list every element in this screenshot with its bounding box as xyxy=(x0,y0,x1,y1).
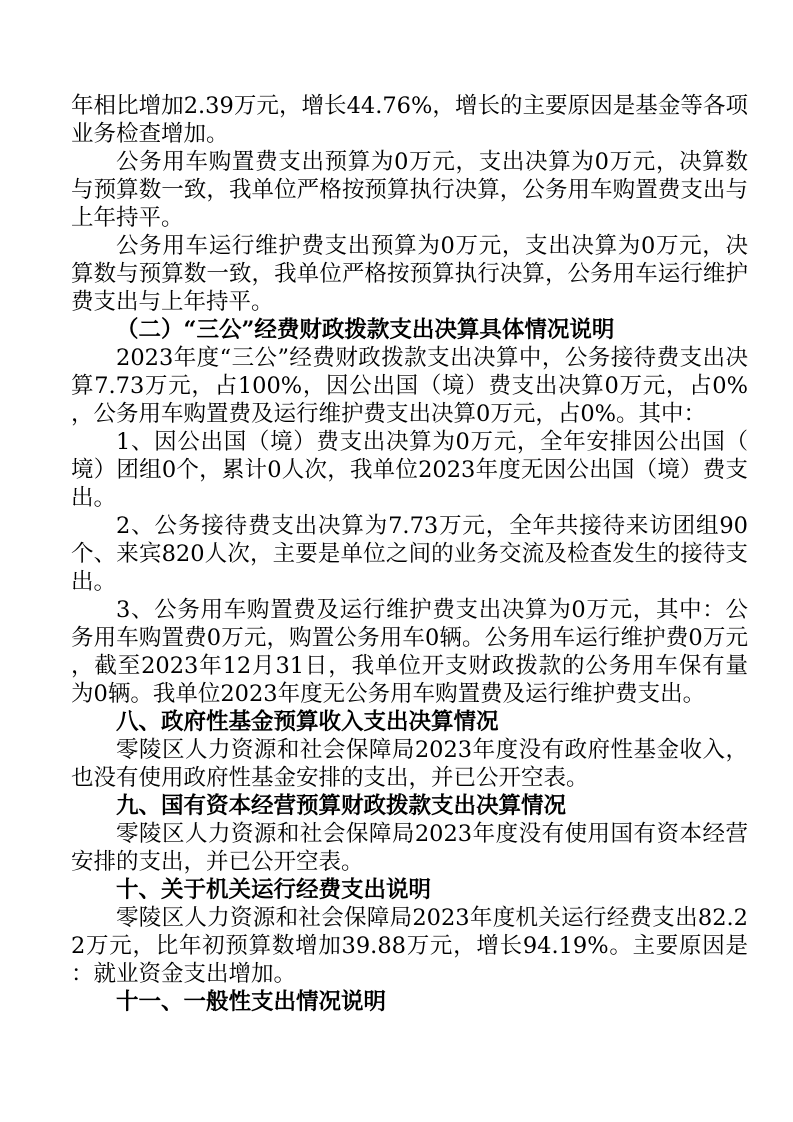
paragraph: 零陵区人力资源和社会保障局2023年度没有使用国有资本经营安排的支出，并已公开空表。 xyxy=(71,821,748,875)
paragraph: 3、公务用车购置费及运行维护费支出决算为0万元，其中：公务用车购置费0万元，购置公务用车0辆。公务用车运行维护费0万元，截至2023年12月31日，我单位开支财政拨款的公务用车保有量为0辆。我单位2023年度无公务用车购置费及运行维护费支出。 xyxy=(71,597,748,707)
paragraph: 1、因公出国（境）费支出决算为0万元，全年安排因公出国（境）团组0个，累计0人次，我单位2023年度无因公出国（境）费支出。 xyxy=(71,429,748,511)
paragraph: 2023年度“三公”经费财政拨款支出决算中，公务接待费支出决算7.73万元，占100%，因公出国（境）费支出决算0万元，占0%，公务用车购置费及运行维护费支出决算0万元，占0%。其中： xyxy=(71,345,748,427)
section-heading: 八、政府性基金预算收入支出决算情况 xyxy=(116,709,499,735)
paragraph: 公务用车购置费支出预算为0万元，支出决算为0万元，决算数与预算数一致，我单位严格按预算执行决算，公务用车购置费支出与上年持平。 xyxy=(71,149,748,231)
paragraph: 零陵区人力资源和社会保障局2023年度机关运行经费支出82.22万元，比年初预算数增加39.88万元，增长94.19%。主要原因是：就业资金支出增加。 xyxy=(71,905,748,987)
section-heading: （二）“三公”经费财政拨款支出决算具体情况说明 xyxy=(116,317,615,343)
section-heading: 九、国有资本经营预算财政拨款支出决算情况 xyxy=(116,793,567,819)
section-heading: 十一、一般性支出情况说明 xyxy=(116,989,387,1015)
paragraph-continuation: 年相比增加2.39万元，增长44.76%，增长的主要原因是基金等各项业务检查增加。 xyxy=(71,93,748,147)
paragraph: 2、公务接待费支出决算为7.73万元，全年共接待来访团组90个、来宾820人次，主要是单位之间的业务交流及检查发生的接待支出。 xyxy=(71,513,748,595)
paragraph: 公务用车运行维护费支出预算为0万元，支出决算为0万元，决算数与预算数一致，我单位严格按预算执行决算，公务用车运行维护费支出与上年持平。 xyxy=(71,233,748,315)
document-content xyxy=(71,92,748,1016)
paragraph: 零陵区人力资源和社会保障局2023年度没有政府性基金收入，也没有使用政府性基金安排的支出，并已公开空表。 xyxy=(71,737,748,791)
section-heading: 十、关于机关运行经费支出说明 xyxy=(116,877,432,903)
